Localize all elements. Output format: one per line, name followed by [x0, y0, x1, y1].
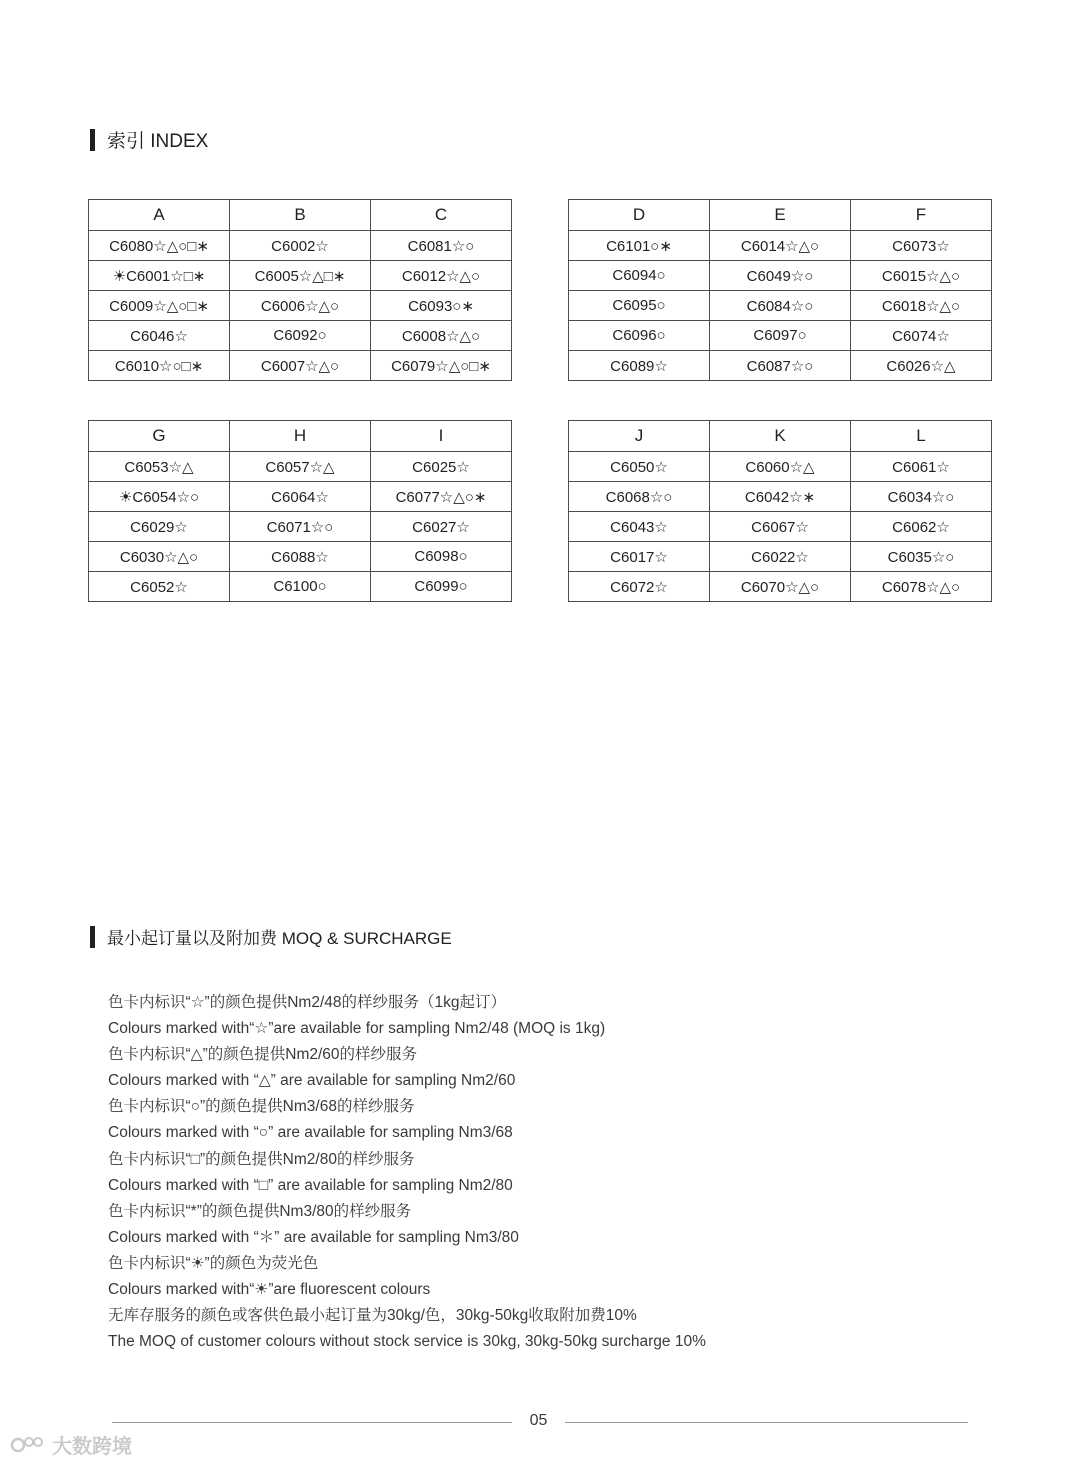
color-code-cell: C6078☆△○: [851, 572, 992, 602]
color-code-cell: C6052☆: [89, 572, 230, 602]
page-number: 05: [529, 1412, 548, 1429]
note-line: 色卡内标识“*”的颜色提供Nm3/80的样纱服务: [108, 1202, 412, 1220]
color-code-cell: C6060☆△: [710, 452, 851, 482]
column-header: J: [569, 421, 710, 452]
index-table-ghi: [88, 420, 512, 602]
color-code-cell: C6073☆: [851, 231, 992, 261]
color-code-cell: C6100○: [230, 572, 371, 602]
color-code-cell: C6026☆△: [851, 351, 992, 381]
title-bar-marker: [90, 926, 95, 948]
color-code-cell: C6084☆○: [710, 291, 851, 321]
color-code-cell: C6071☆○: [230, 512, 371, 542]
color-code-cell: C6050☆: [569, 452, 710, 482]
table-row: [89, 231, 512, 261]
table-row: [89, 572, 512, 602]
column-header: E: [710, 200, 851, 231]
color-code-cell: C6095○: [569, 291, 710, 321]
footer-divider-left: [112, 1422, 512, 1423]
color-code-cell: C6030☆△○: [89, 542, 230, 572]
title-bar-marker: [90, 129, 95, 151]
table-row: [569, 321, 992, 351]
note-line: 色卡内标识“☆”的颜色提供Nm2/48的样纱服务（1kg起订）: [108, 994, 506, 1011]
color-code-cell: C6008☆△○: [371, 321, 512, 351]
note-line: Colours marked with“☆”are available for sampling Nm2/48 (MOQ is 1kg): [108, 1020, 606, 1038]
watermark: [10, 1430, 132, 1459]
color-code-cell: C6077☆△○∗: [371, 482, 512, 512]
table-row: [89, 512, 512, 542]
column-header: D: [569, 200, 710, 231]
color-code-cell: C6093○∗: [371, 291, 512, 321]
note-line: Colours marked with “△” are available for sampling Nm2/60: [108, 1072, 516, 1090]
color-code-cell: ☀C6001☆□∗: [89, 261, 230, 291]
table-row: [569, 512, 992, 542]
color-code-cell: C6046☆: [89, 321, 230, 351]
column-header: A: [89, 200, 230, 231]
color-code-cell: C6015☆△○: [851, 261, 992, 291]
table-row: [89, 452, 512, 482]
color-code-cell: C6042☆∗: [710, 482, 851, 512]
moq-section-title: [90, 924, 452, 949]
note-line: The MOQ of customer colours without stock service is 30kg, 30kg-50kg surcharge 10%: [108, 1333, 706, 1351]
color-code-cell: C6027☆: [371, 512, 512, 542]
color-code-cell: C6099○: [371, 572, 512, 602]
color-code-cell: C6088☆: [230, 542, 371, 572]
table-row: [89, 482, 512, 512]
color-code-cell: C6101○∗: [569, 231, 710, 261]
note-line: 色卡内标识“○”的颜色提供Nm3/68的样纱服务: [108, 1098, 415, 1116]
color-code-cell: C6053☆△: [89, 452, 230, 482]
note-line: 色卡内标识“☀”的颜色为荧光色: [108, 1254, 319, 1272]
color-code-cell: C6092○: [230, 321, 371, 351]
watermark-text: 大数跨境: [52, 1436, 132, 1458]
column-header: B: [230, 200, 371, 231]
moq-title-text: 最小起订量以及附加费 MOQ & SURCHARGE: [107, 929, 452, 948]
moq-notes: [108, 990, 1008, 1355]
column-header: L: [851, 421, 992, 452]
index-table-jkl: [568, 420, 992, 602]
color-code-cell: C6081☆○: [371, 231, 512, 261]
color-code-cell: C6006☆△○: [230, 291, 371, 321]
color-code-cell: C6035☆○: [851, 542, 992, 572]
color-code-cell: C6002☆: [230, 231, 371, 261]
column-header: H: [230, 421, 371, 452]
color-code-cell: C6018☆△○: [851, 291, 992, 321]
color-code-cell: C6043☆: [569, 512, 710, 542]
color-code-cell: C6017☆: [569, 542, 710, 572]
color-code-cell: C6034☆○: [851, 482, 992, 512]
color-code-cell: C6057☆△: [230, 452, 371, 482]
color-code-cell: C6070☆△○: [710, 572, 851, 602]
color-code-cell: C6087☆○: [710, 351, 851, 381]
column-header: G: [89, 421, 230, 452]
color-code-cell: C6068☆○: [569, 482, 710, 512]
note-line: Colours marked with “○” are available for sampling Nm3/68: [108, 1124, 513, 1142]
note-line: Colours marked with “＊” are available for sampling Nm3/80: [108, 1228, 519, 1246]
color-code-cell: C6049☆○: [710, 261, 851, 291]
table-row: [569, 291, 992, 321]
index-table-def: [568, 199, 992, 381]
table-row: [569, 231, 992, 261]
color-code-cell: C6005☆△□∗: [230, 261, 371, 291]
color-code-cell: C6094○: [569, 261, 710, 291]
table-row: [89, 261, 512, 291]
color-code-cell: C6072☆: [569, 572, 710, 602]
index-section-title: [90, 126, 208, 153]
color-code-cell: C6061☆: [851, 452, 992, 482]
table-row: [569, 261, 992, 291]
table-row: [569, 572, 992, 602]
note-line: Colours marked with“☀”are fluorescent colours: [108, 1281, 431, 1299]
color-code-cell: C6014☆△○: [710, 231, 851, 261]
table-row: [569, 351, 992, 381]
column-header: I: [371, 421, 512, 452]
color-code-cell: C6025☆: [371, 452, 512, 482]
index-title-text: 索引 INDEX: [107, 131, 209, 152]
column-header: C: [371, 200, 512, 231]
color-code-cell: C6064☆: [230, 482, 371, 512]
note-line: 色卡内标识“□”的颜色提供Nm2/80的样纱服务: [108, 1150, 415, 1168]
watermark-logo-icon: [10, 1433, 48, 1457]
color-code-cell: ☀C6054☆○: [89, 482, 230, 512]
color-code-cell: C6022☆: [710, 542, 851, 572]
color-code-cell: C6097○: [710, 321, 851, 351]
color-code-cell: C6067☆: [710, 512, 851, 542]
table-header-row: [89, 421, 512, 452]
note-line: 无库存服务的颜色或客供色最小起订量为30kg/色，30kg-50kg收取附加费10%: [108, 1307, 637, 1325]
column-header: K: [710, 421, 851, 452]
color-code-cell: C6009☆△○□∗: [89, 291, 230, 321]
table-row: [569, 542, 992, 572]
color-code-cell: C6029☆: [89, 512, 230, 542]
color-code-cell: C6062☆: [851, 512, 992, 542]
color-code-cell: C6007☆△○: [230, 351, 371, 381]
table-row: [569, 482, 992, 512]
table-row: [89, 291, 512, 321]
color-code-cell: C6012☆△○: [371, 261, 512, 291]
color-code-cell: C6080☆△○□∗: [89, 231, 230, 261]
index-table-abc: [88, 199, 512, 381]
color-code-cell: C6098○: [371, 542, 512, 572]
color-code-cell: C6096○: [569, 321, 710, 351]
color-code-cell: C6079☆△○□∗: [371, 351, 512, 381]
color-code-cell: C6010☆○□∗: [89, 351, 230, 381]
note-line: 色卡内标识“△”的颜色提供Nm2/60的样纱服务: [108, 1046, 418, 1064]
table-row: [89, 351, 512, 381]
note-line: Colours marked with “□” are available for sampling Nm2/80: [108, 1176, 513, 1194]
table-row: [89, 542, 512, 572]
column-header: F: [851, 200, 992, 231]
color-code-cell: C6074☆: [851, 321, 992, 351]
table-row: [569, 452, 992, 482]
table-header-row: [569, 200, 992, 231]
table-row: [89, 321, 512, 351]
table-header-row: [569, 421, 992, 452]
color-code-cell: C6089☆: [569, 351, 710, 381]
table-header-row: [89, 200, 512, 231]
footer-divider-right: [565, 1422, 968, 1423]
